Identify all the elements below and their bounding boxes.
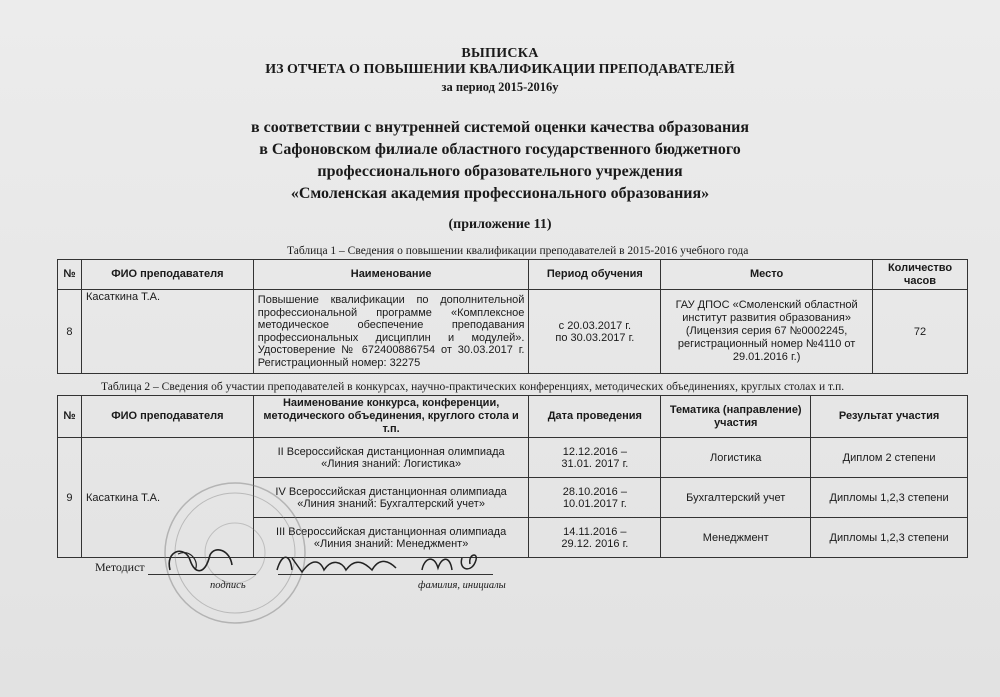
table1-header-period: Период обучения [529, 260, 661, 290]
table2-cell-title: IV Всероссийская дистанционная олимпиада «Линия знаний: Бухгалтерский учет» [253, 478, 529, 518]
table1-cell-place: ГАУ ДПОС «Смоленский областной институт развития образования» (Лицензия серия 67 №0002245, регистрационный номер №4110 от 29.01.2016 г.) [661, 290, 873, 374]
doc-subtitle: ИЗ ОТЧЕТА О ПОВЫШЕНИИ КВАЛИФИКАЦИИ ПРЕПОДАВАТЕЛЕЙ [265, 62, 735, 77]
table2-header-num: № [58, 396, 82, 438]
table2-cell-topic: Менеджмент [661, 518, 811, 558]
doc-appendix: (приложение 11) [448, 217, 552, 232]
table1-header-hours: Количество часов [873, 260, 968, 290]
table2-header-topic: Тематика (направление) участия [661, 396, 811, 438]
table2-header-result: Результат участия [811, 396, 968, 438]
table2-cell-date [529, 438, 661, 478]
table2-cell-date [529, 518, 661, 558]
table2-cell-result: Дипломы 1,2,3 степени [811, 478, 968, 518]
table2-header-row [58, 396, 968, 438]
doc-line-1: в соответствии с внутренней системой оценки качества образования [250, 119, 750, 136]
table1-header-row [58, 260, 968, 290]
table2-date-start: 14.11.2016 – [563, 525, 627, 538]
table1-period-start: с 20.03.2017 г. [558, 319, 632, 332]
table2-cell-topic: Бухгалтерский учет [661, 478, 811, 518]
table2-date-end: 31.01. 2017 г. [561, 457, 629, 470]
handwritten-name [272, 548, 502, 582]
table2-date-start: 28.10.2016 – [562, 485, 627, 498]
qualification-table [57, 259, 968, 374]
table2-cell-title: II Всероссийская дистанционная олимпиада «Линия знаний: Логистика» [253, 438, 529, 478]
table2-cell-date [529, 478, 661, 518]
table1-cell-hours: 72 [873, 290, 968, 374]
table1-cell-name: Касаткина Т.А. [81, 290, 253, 374]
table2-header-title: Наименование конкурса, конференции, методического объединения, круглого стола и т.п. [253, 396, 529, 438]
doc-period: за период 2015-2016у [441, 80, 559, 94]
table1-cell-title: Повышение квалификации по дополнительной профессиональной программе «Комплексное методическое обеспечение преподавания профессиональных дисциплин и модулей». Удостоверение № 672400886754 от 30.03.2017 г. Регистрационный номер: 32275 [253, 290, 529, 374]
doc-line-4: «Смоленская академия профессионального образования» [290, 185, 710, 202]
table2-header-name: ФИО преподавателя [81, 396, 253, 438]
table1-header-title: Наименование [253, 260, 529, 290]
table2-cell-name: Касаткина Т.А. [81, 438, 253, 558]
table2-cell-title: III Всероссийская дистанционная олимпиада «Линия знаний: Менеджмент» [253, 518, 529, 558]
table1-header-num: № [58, 260, 82, 290]
signature-role: Методист [95, 560, 145, 574]
table1-header-place: Место [661, 260, 873, 290]
table-row [58, 438, 968, 478]
table-row [58, 290, 968, 374]
table2-cell-topic: Логистика [661, 438, 811, 478]
doc-title: ВЫПИСКА [461, 46, 539, 61]
table2-date-end: 29.12. 2016 г. [561, 537, 629, 550]
table1-cell-num: 8 [58, 290, 82, 374]
table1-cell-period [529, 290, 661, 374]
table2-date-start: 12.12.2016 – [562, 445, 627, 458]
table1-caption: Таблица 1 – Сведения о повышении квалификации преподавателей в 2015-2016 учебного года [287, 245, 749, 257]
signature-label: подпись [210, 580, 246, 591]
table2-date-end: 10.01.2017 г. [562, 497, 627, 510]
table2-caption: Таблица 2 – Сведения об участии преподавателей в конкурсах, научно-практических конференциях, методических объединениях, круглых столах и т.п. [101, 381, 845, 393]
handwritten-signature [160, 540, 240, 580]
doc-line-3: профессионального образовательного учреждения [317, 163, 683, 180]
table2-cell-result: Диплом 2 степени [811, 438, 968, 478]
table2-header-date: Дата проведения [529, 396, 661, 438]
table2-cell-num: 9 [58, 438, 82, 558]
doc-line-2: в Сафоновском филиале областного государственного бюджетного [259, 141, 741, 158]
table1-period-end: по 30.03.2017 г. [555, 331, 635, 344]
table2-cell-result: Дипломы 1,2,3 степени [811, 518, 968, 558]
table1-header-name: ФИО преподавателя [81, 260, 253, 290]
name-label: фамилия, инициалы [418, 580, 506, 591]
